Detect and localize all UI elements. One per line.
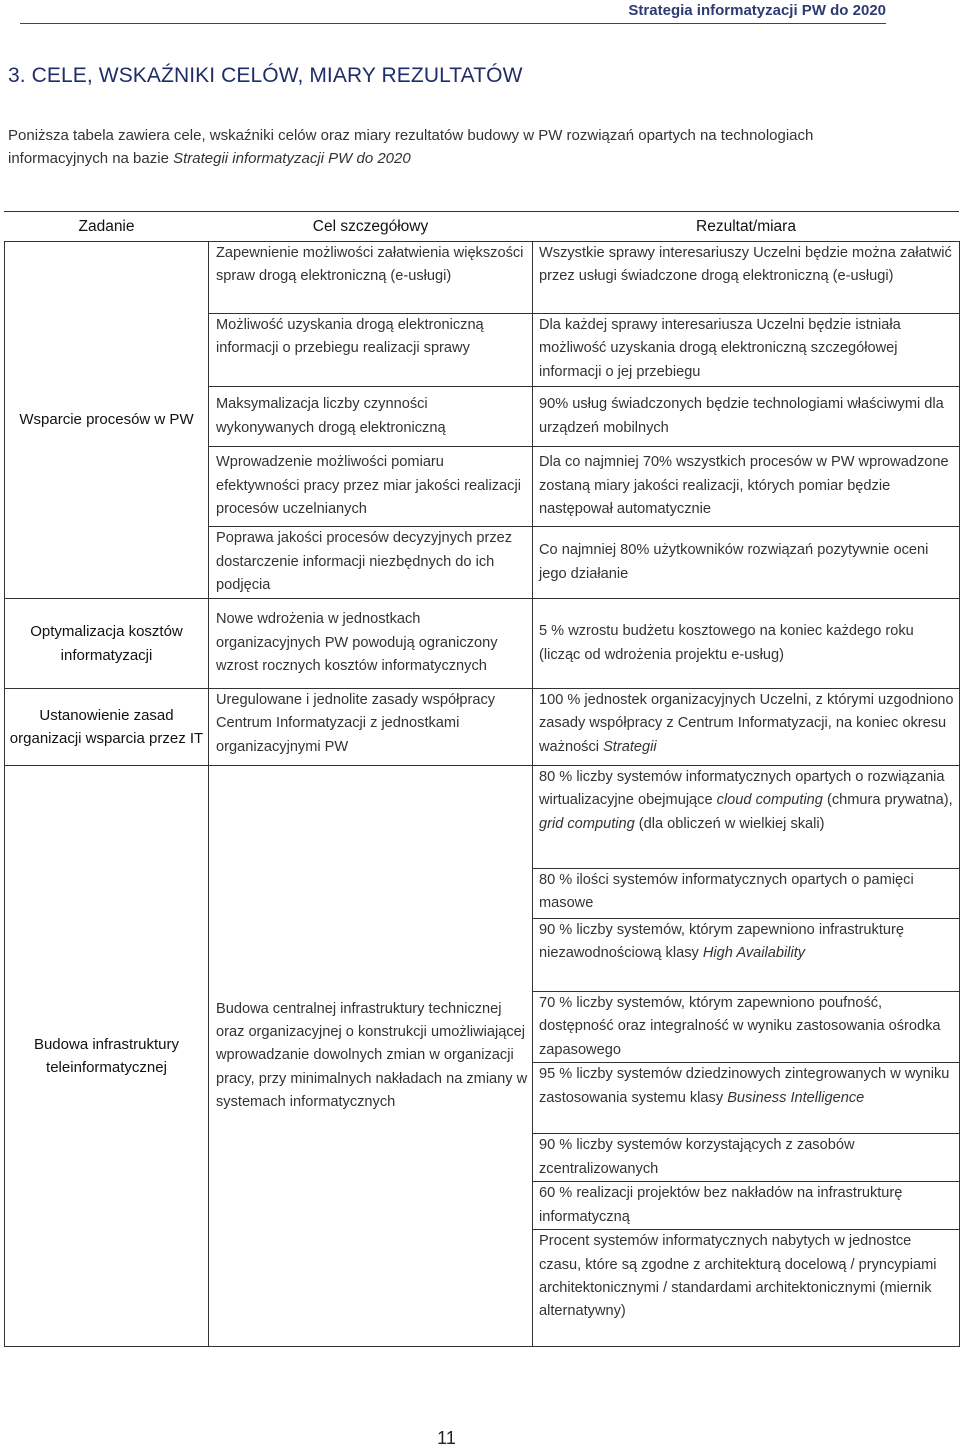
header-rezultat-miara: Rezultat/miara [533, 213, 960, 242]
goal-cell: Możliwość uzyskania drogą elektroniczną informacji o przebiegu realizacji sprawy [209, 314, 533, 387]
result-cell: Wszystkie sprawy interesariuszy Uczelni będzie można załatwić przez usługi świadczone drogą elektroniczną (e-usługi) [533, 242, 960, 314]
task-wsparcie-procesow: Wsparcie procesów w PW [5, 242, 209, 599]
table-row [5, 242, 960, 314]
goal-cell: Nowe wdrożenia w jednostkach organizacyjnych PW powodują ograniczony wzrost rocznych kosztów informatycznych [209, 599, 533, 689]
header-cel-szczegolowy: Cel szczegółowy [209, 213, 533, 242]
result-cell: 90 % liczby systemów, którym zapewniono infrastrukturę niezawodnościową klasy High Availability [533, 919, 960, 992]
table-row [5, 599, 960, 689]
result-cell: Procent systemów informatycznych nabytych w jednostce czasu, które są zgodne z architekturą docelową / pryncypiami architektonicznymi / standardami architektonicznymi (miernik alternatywny) [533, 1230, 960, 1347]
table-row [5, 766, 960, 869]
result-cell: Dla co najmniej 70% wszystkich procesów w PW wprowadzone zostaną miary jakości realizacji, których pomiar będzie następował automatycznie [533, 447, 960, 527]
result-cell: Co najmniej 80% użytkowników rozwiązań pozytywnie oceni jego działanie [533, 527, 960, 599]
goal-cell: Zapewnienie możliwości załatwienia większości spraw drogą elektroniczną (e-usługi) [209, 242, 533, 314]
result-cell: 90% usług świadczonych będzie technologiami właściwymi dla urządzeń mobilnych [533, 387, 960, 447]
result-cell: 100 % jednostek organizacyjnych Uczelni, z którymi uzgodniono zasady współpracy z Centrum Informatyzacji, na koniec okresu ważności Strategii [533, 689, 960, 766]
header-zadanie: Zadanie [5, 213, 209, 242]
goal-cell: Uregulowane i jednolite zasady współpracy Centrum Informatyzacji z jednostkami organizacyjnymi PW [209, 689, 533, 766]
table-top-border [4, 211, 959, 212]
result-cell: 95 % liczby systemów dziedzinowych zintegrowanych w wyniku zastosowania systemu klasy Business Intelligence [533, 1063, 960, 1134]
result-cell: 80 % ilości systemów informatycznych opartych o pamięci masowe [533, 869, 960, 919]
result-cell: Dla każdej sprawy interesariusza Uczelni będzie istniała możliwość uzyskania drogą elektroniczną szczegółowej informacji o jej przebiegu [533, 314, 960, 387]
table-header-row [5, 213, 960, 242]
result-cell: 70 % liczby systemów, którym zapewniono poufność, dostępność oraz integralność w wyniku zastosowania ośrodka zapasowego [533, 992, 960, 1063]
table-row [5, 689, 960, 766]
goal-cell: Budowa centralnej infrastruktury technicznej oraz organizacyjnej o konstrukcji umożliwiającej wprowadzanie dowolnych zmian w organizacji pracy, przy minimalnych nakładach na zmiany w systemach informatycznych [209, 766, 533, 1347]
result-cell: 5 % wzrostu budżetu kosztowego na koniec każdego roku (licząc od wdrożenia projektu e-usług) [533, 599, 960, 689]
goal-cell: Poprawa jakości procesów decyzyjnych przez dostarczenie informacji niezbędnych do ich podjęcia [209, 527, 533, 599]
header-divider [20, 23, 886, 24]
task-budowa-infrastruktury: Budowa infrastruktury teleinformatycznej [5, 766, 209, 1347]
goal-cell: Maksymalizacja liczby czynności wykonywanych drogą elektroniczną [209, 387, 533, 447]
intro-paragraph [8, 124, 908, 170]
goal-cell: Wprowadzenie możliwości pomiaru efektywności pracy przez miar jakości realizacji procesów uczelnianych [209, 447, 533, 527]
task-optymalizacja-kosztow: Optymalizacja kosztów informatyzacji [5, 599, 209, 689]
section-heading: 3. CELE, WSKAŹNIKI CELÓW, MIARY REZULTATÓW [8, 64, 523, 87]
result-cell: 80 % liczby systemów informatycznych opartych o rozwiązania wirtualizacyjne obejmujące cloud computing (chmura prywatna), grid computing (dla obliczeń w wielkiej skali) [533, 766, 960, 869]
result-cell: 60 % realizacji projektów bez nakładów na infrastrukturę informatyczną [533, 1182, 960, 1230]
running-header: Strategia informatyzacji PW do 2020 [628, 2, 886, 19]
task-ustanowienie-zasad: Ustanowienie zasad organizacji wsparcia przez IT [5, 689, 209, 766]
goals-table [4, 213, 960, 1347]
result-cell: 90 % liczby systemów korzystających z zasobów zcentralizowanych [533, 1134, 960, 1182]
page-number: 11 [437, 1428, 456, 1448]
intro-text: Poniższa tabela zawiera cele, wskaźniki celów oraz miary rezultatów budowy w PW rozwiązań opartych na technologiach informacyjnych na bazie [8, 127, 814, 167]
intro-strategy-title: Strategii informatyzacji PW do 2020 [173, 150, 411, 167]
